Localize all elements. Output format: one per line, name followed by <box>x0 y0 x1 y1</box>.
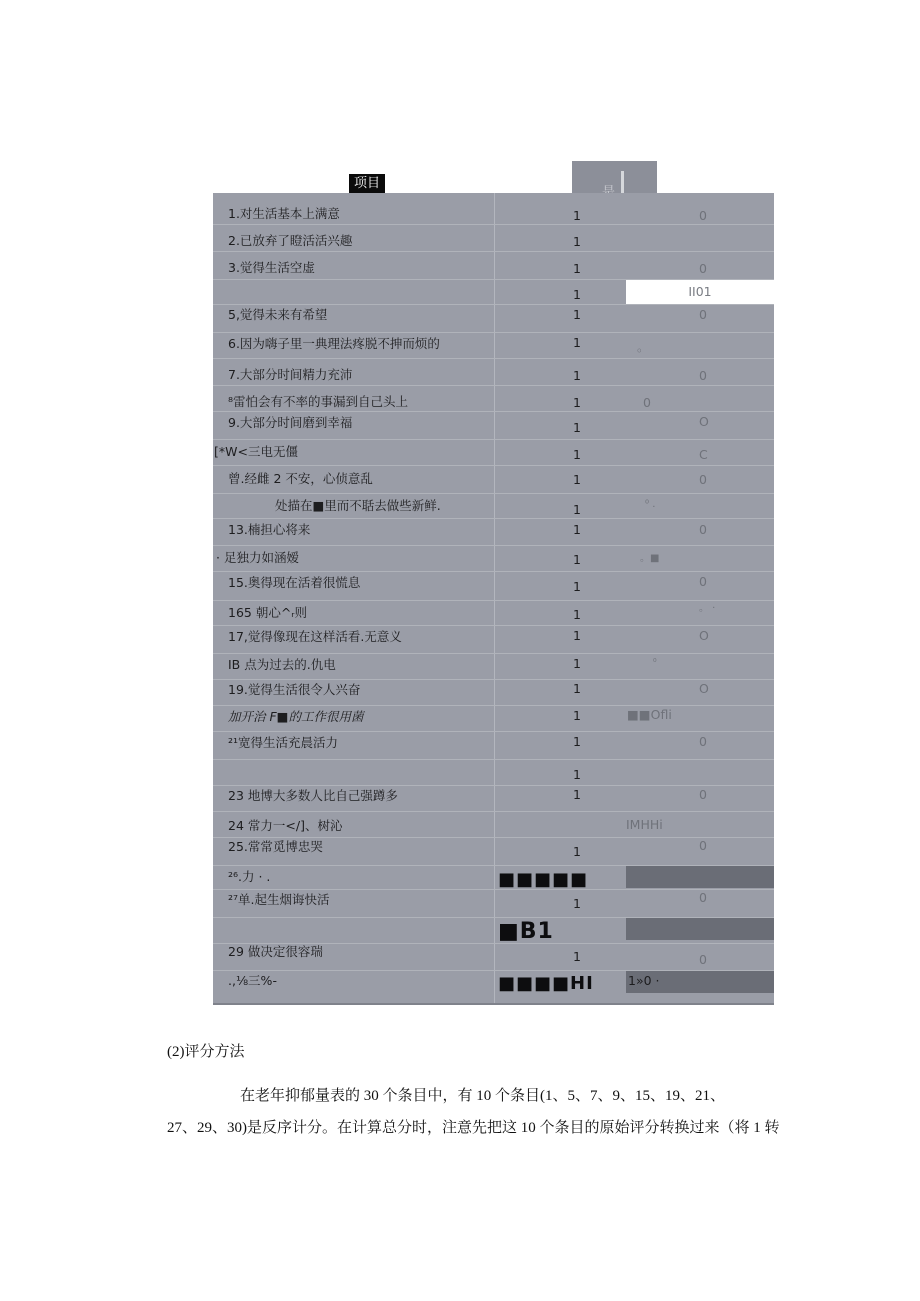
item-text: 17,觉得像现在这样活看.无意义 <box>228 629 402 644</box>
item-text: ²⁷单.起生烟诲快活 <box>228 892 330 907</box>
item-text: 5,觉得未来有希望 <box>228 307 328 322</box>
item-text: · 足独力如涵嫒 <box>216 550 299 565</box>
score-yes: 1 <box>573 234 581 249</box>
item-text: .,⅛三%- <box>228 973 277 988</box>
score-no: 0 <box>699 307 707 322</box>
item-text: 处描在■里而不聒去做些新鲜. <box>275 498 441 513</box>
row-divider <box>213 889 774 890</box>
score-yes: 1 <box>573 767 581 782</box>
score-yes: 1 <box>573 208 581 223</box>
score-yes: 1 <box>573 579 581 594</box>
row-divider <box>213 358 774 359</box>
score-no: 0 <box>699 734 707 749</box>
row-divider <box>213 332 774 333</box>
item-text: ⁸雷怕会有不率的事漏到自己头上 <box>228 394 409 409</box>
row-divider <box>213 493 774 494</box>
score-no: 0 <box>699 368 707 383</box>
scan-artifact-mark: ■■■■HI <box>498 973 594 994</box>
score-no: 0 <box>699 208 707 223</box>
row-divider <box>213 465 774 466</box>
row-divider <box>213 251 774 252</box>
score-no: IMHHi <box>626 817 663 832</box>
scan-artifact-mark: ■B1 <box>498 919 554 944</box>
score-no: 0 <box>699 952 707 967</box>
score-no: 。 <box>637 339 650 354</box>
score-yes: 1 <box>573 949 581 964</box>
score-yes: 1 <box>573 472 581 487</box>
answer-band <box>626 866 774 888</box>
item-text: IB 点为过去的.仇电 <box>228 657 336 672</box>
item-text: ²⁶.力 · . <box>228 869 271 884</box>
item-text: 1.对生活基本上满意 <box>228 206 340 221</box>
score-no: ⁰ <box>653 658 657 668</box>
row-divider <box>213 224 774 225</box>
score-no: 0 <box>699 261 707 276</box>
table-bottom-border <box>213 1003 774 1005</box>
item-text: 29 做决定很容瑞 <box>228 944 323 959</box>
score-no: C <box>699 447 708 462</box>
score-yes: 1 <box>573 502 581 517</box>
row-divider <box>213 545 774 546</box>
row-divider <box>213 811 774 812</box>
score-yes: 1 <box>573 656 581 671</box>
header-item-label: 项目 <box>349 174 385 193</box>
score-no: 0 <box>699 838 707 853</box>
score-no: 。 · <box>699 603 716 614</box>
score-no: O <box>699 628 709 643</box>
score-no: ■■Ofli <box>627 707 672 722</box>
score-no: 0 <box>643 395 651 410</box>
row-divider <box>213 785 774 786</box>
item-text: 6.因为嗨子里一典理法疼脱不抻而烦的 <box>228 336 440 351</box>
row-divider <box>213 385 774 386</box>
row-divider <box>213 600 774 601</box>
row-divider <box>213 837 774 838</box>
item-text: 165 朝心^ᵣ则 <box>228 605 308 620</box>
score-yes: 1 <box>573 787 581 802</box>
score-yes: 1 <box>573 708 581 723</box>
row-divider <box>213 439 774 440</box>
score-yes: 1 <box>573 368 581 383</box>
score-yes: 1 <box>573 681 581 696</box>
item-text: 3.觉得生活空虚 <box>228 260 315 275</box>
score-yes: 1 <box>573 420 581 435</box>
score-yes: 1 <box>573 335 581 350</box>
score-yes: 1 <box>573 628 581 643</box>
item-text: 19.觉得生活很令人兴奋 <box>228 682 361 697</box>
score-yes: 1 <box>573 734 581 749</box>
score-no: O <box>699 681 709 696</box>
score-no: 0 <box>699 472 707 487</box>
item-text: 15.奥得现在活着很慌息 <box>228 575 361 590</box>
answer-cell-highlight: II01 <box>626 280 774 304</box>
score-yes: 1 <box>573 522 581 537</box>
row-divider <box>213 731 774 732</box>
score-no: ⁰ . <box>645 499 656 510</box>
item-text: 加开治 F■的工作很用菌 <box>228 709 364 724</box>
row-divider <box>213 705 774 706</box>
score-no: O <box>699 414 709 429</box>
score-yes: 1 <box>573 287 581 302</box>
item-text: 23 地博大多数人比自己强蹲多 <box>228 788 398 803</box>
score-yes: 1 <box>573 896 581 911</box>
row-divider <box>213 759 774 760</box>
item-text: [*W<三电无僵 <box>214 444 298 459</box>
row-divider <box>213 653 774 654</box>
item-text: 13.楠担心将来 <box>228 522 311 537</box>
item-text: 9.大部分时间磨到幸福 <box>228 415 353 430</box>
score-no: 0 <box>699 574 707 589</box>
score-no: 0 <box>699 522 707 537</box>
row-divider <box>213 625 774 626</box>
item-text: 25.常常觅博忠哭 <box>228 839 323 854</box>
item-text: 7.大部分时间精力充沛 <box>228 367 353 382</box>
score-no: 。■ <box>640 553 660 564</box>
score-no: 0 <box>699 890 707 905</box>
item-text: 2.已放弃了瞪活活兴趣 <box>228 233 353 248</box>
score-yes: 1 <box>573 447 581 462</box>
scan-artifact-mark: ■■■■■ <box>498 869 589 890</box>
row-divider <box>213 304 774 305</box>
row-divider <box>213 411 774 412</box>
item-text: 24 常力一</]、树沁 <box>228 818 343 833</box>
row-divider <box>213 679 774 680</box>
item-text: ²¹宽得生活充晨活力 <box>228 735 339 750</box>
score-yes: 1 <box>573 552 581 567</box>
paragraph-line: 27、29、30)是反序计分。在计算总分时，注意先把这 10 个条目的原始评分转换过来（将 1 转 <box>167 1120 780 1136</box>
answer-band <box>626 971 774 993</box>
row-divider <box>213 571 774 572</box>
column-divider <box>494 193 495 1005</box>
answer-cell: 1»0 · <box>628 973 660 988</box>
score-yes: 1 <box>573 261 581 276</box>
score-yes: 1 <box>573 844 581 859</box>
score-yes: 1 <box>573 607 581 622</box>
section-title: (2)评分方法 <box>167 1044 245 1060</box>
score-yes: 1 <box>573 307 581 322</box>
item-text: 曾.经雌 2 不安，心侦意乱 <box>228 471 373 486</box>
score-yes: 1 <box>573 395 581 410</box>
paragraph-line: 在老年抑郁量表的 30 个条目中，有 10 个条目(1、5、7、9、15、19、21、 <box>240 1088 725 1104</box>
row-divider <box>213 518 774 519</box>
score-no: 0 <box>699 787 707 802</box>
answer-band <box>626 918 774 940</box>
depression-scale-table <box>213 193 774 1005</box>
